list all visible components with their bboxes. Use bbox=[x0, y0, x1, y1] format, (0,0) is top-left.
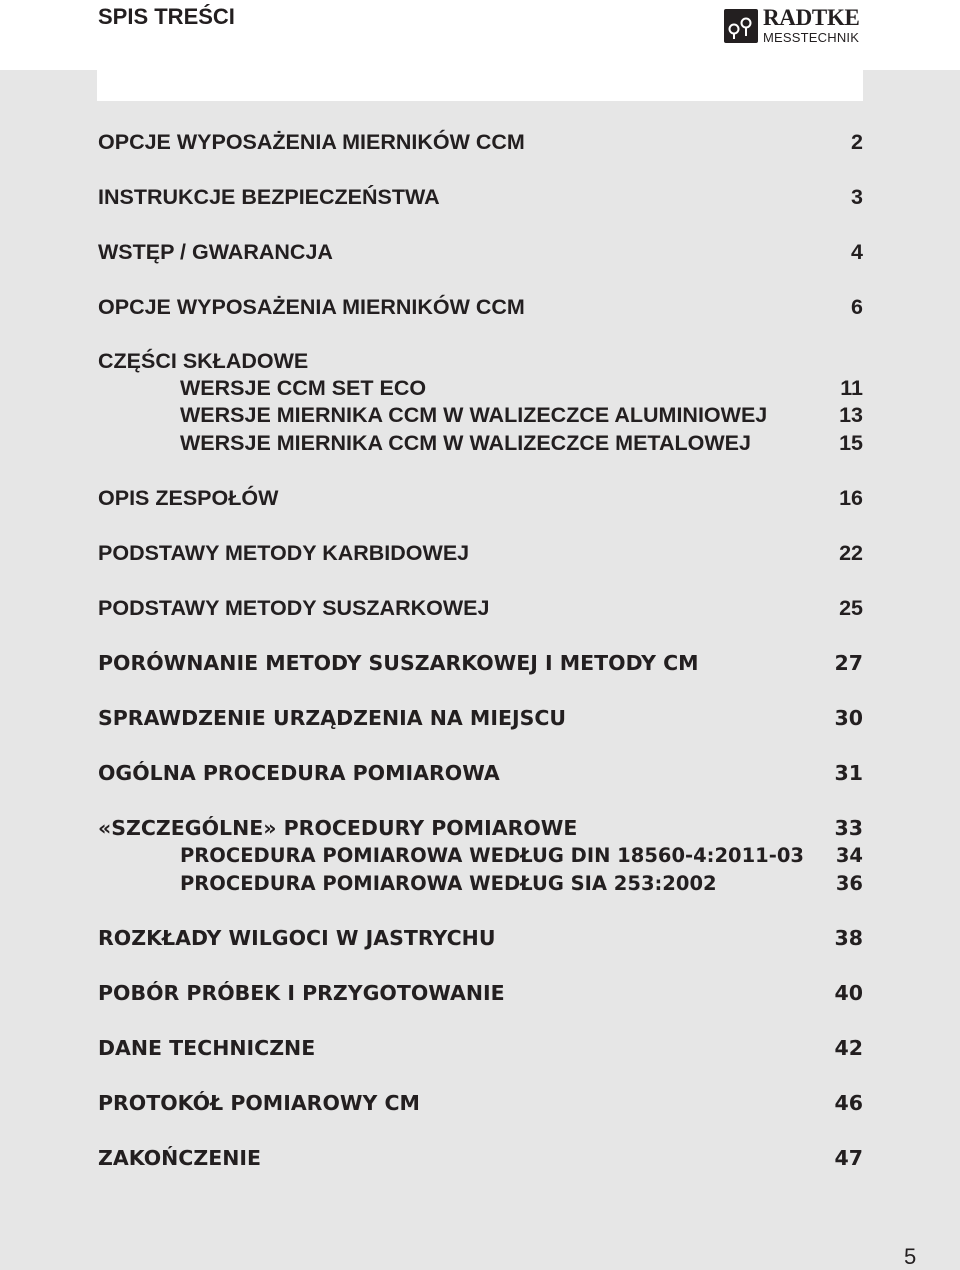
toc-entry-page: 6 bbox=[851, 295, 863, 319]
toc-entry-title: WERSJE MIERNIKA CCM W WALIZECZCE ALUMINIOWEJ bbox=[180, 403, 768, 427]
toc-entry-page: 46 bbox=[834, 1091, 863, 1115]
toc-subentry[interactable] bbox=[180, 871, 863, 897]
toc-subentry[interactable] bbox=[180, 375, 863, 401]
toc-entry[interactable] bbox=[98, 705, 863, 731]
toc-subentry[interactable] bbox=[180, 430, 863, 456]
toc-entry[interactable] bbox=[98, 540, 863, 566]
toc-entry-title: CZĘŚCI SKŁADOWE bbox=[98, 349, 309, 373]
toc-entry-page: 30 bbox=[834, 706, 863, 730]
toc-entry-title: INSTRUKCJE BEZPIECZEŃSTWA bbox=[98, 185, 440, 209]
toc-entry-title: WSTĘP / GWARANCJA bbox=[98, 240, 333, 264]
toc-entry-title: OPCJE WYPOSAŻENIA MIERNIKÓW CCM bbox=[98, 130, 525, 154]
toc-entry-page: 13 bbox=[839, 403, 863, 427]
toc-subentry[interactable] bbox=[180, 402, 863, 428]
toc-entry-title: PODSTAWY METODY SUSZARKOWEJ bbox=[98, 596, 490, 620]
toc-entry[interactable] bbox=[98, 760, 863, 786]
toc-entry-page: 4 bbox=[851, 240, 863, 264]
toc-entry-page: 2 bbox=[851, 130, 863, 154]
toc-entry[interactable] bbox=[98, 184, 863, 210]
toc-entry[interactable] bbox=[98, 815, 863, 841]
toc-entry-title: OPIS ZESPOŁÓW bbox=[98, 486, 279, 510]
logo-subtitle: MESSTECHNIK bbox=[763, 30, 860, 45]
toc-entry-title: WERSJE CCM SET ECO bbox=[180, 376, 427, 400]
toc-entry-title: ROZKŁADY WILGOCI W JASTRYCHU bbox=[98, 926, 496, 950]
toc-entry[interactable] bbox=[98, 595, 863, 621]
toc-entry-page: 16 bbox=[839, 486, 863, 510]
toc-entry-page: 11 bbox=[840, 376, 863, 400]
toc-entry-title: PROCEDURA POMIAROWA WEDŁUG DIN 18560-4:2011-03 bbox=[180, 844, 804, 867]
toc-entry[interactable] bbox=[98, 485, 863, 511]
toc-entry-title: WERSJE MIERNIKA CCM W WALIZECZCE METALOWEJ bbox=[180, 431, 751, 455]
toc-entry-title: OGÓLNA PROCEDURA POMIAROWA bbox=[98, 761, 500, 785]
toc-entry-title: POBÓR PRÓBEK I PRZYGOTOWANIE bbox=[98, 981, 505, 1005]
toc-entry[interactable] bbox=[98, 925, 863, 951]
toc-entry-page: 33 bbox=[834, 816, 863, 840]
toc-entry[interactable] bbox=[98, 239, 863, 265]
toc-entry-page: 36 bbox=[835, 872, 863, 895]
toc-entry[interactable] bbox=[98, 129, 863, 155]
toc-entry[interactable] bbox=[98, 650, 863, 676]
toc-entry-page: 38 bbox=[834, 926, 863, 950]
toc-entry-page: 47 bbox=[834, 1146, 863, 1170]
toc-entry-title: «SZCZEGÓLNE» PROCEDURY POMIAROWE bbox=[98, 816, 578, 840]
toc-section-heading bbox=[98, 348, 863, 374]
toc-entry-title: PORÓWNANIE METODY SUSZARKOWEJ I METODY CM bbox=[98, 651, 699, 675]
page-number: 5 bbox=[904, 1244, 917, 1269]
toc-entry-title: DANE TECHNICZNE bbox=[98, 1036, 316, 1060]
toc-entry-title: ZAKOŃCZENIE bbox=[98, 1146, 261, 1170]
toc-entry[interactable] bbox=[98, 1090, 863, 1116]
toc-entry-page: 31 bbox=[834, 761, 863, 785]
toc-entry-title: SPRAWDZENIE URZĄDZENIA NA MIEJSCU bbox=[98, 706, 567, 730]
toc-entry-page: 27 bbox=[834, 651, 863, 675]
toc-entry-page: 40 bbox=[834, 981, 863, 1005]
toc-entry-title: PROCEDURA POMIAROWA WEDŁUG SIA 253:2002 bbox=[180, 872, 717, 895]
logo-wordmark: RADTKE bbox=[763, 5, 860, 30]
toc-entry-page: 22 bbox=[839, 541, 863, 565]
toc-entry[interactable] bbox=[98, 1035, 863, 1061]
page-title: SPIS TREŚCI bbox=[98, 4, 235, 29]
toc-entry-page: 15 bbox=[839, 431, 863, 455]
toc-entry-page: 3 bbox=[851, 185, 863, 209]
toc-entry[interactable] bbox=[98, 1145, 863, 1171]
toc-entry-title: OPCJE WYPOSAŻENIA MIERNIKÓW CCM bbox=[98, 295, 525, 319]
toc-entry[interactable] bbox=[98, 294, 863, 320]
toc-subentry[interactable] bbox=[180, 843, 863, 869]
toc-entry[interactable] bbox=[98, 980, 863, 1006]
toc-entry-page: 34 bbox=[835, 844, 863, 867]
toc-entry-page: 25 bbox=[839, 596, 863, 620]
toc-entry-title: PROTOKÓŁ POMIAROWY CM bbox=[98, 1091, 420, 1115]
toc-entry-title: PODSTAWY METODY KARBIDOWEJ bbox=[98, 541, 470, 565]
toc-entry-page: 42 bbox=[834, 1036, 863, 1060]
